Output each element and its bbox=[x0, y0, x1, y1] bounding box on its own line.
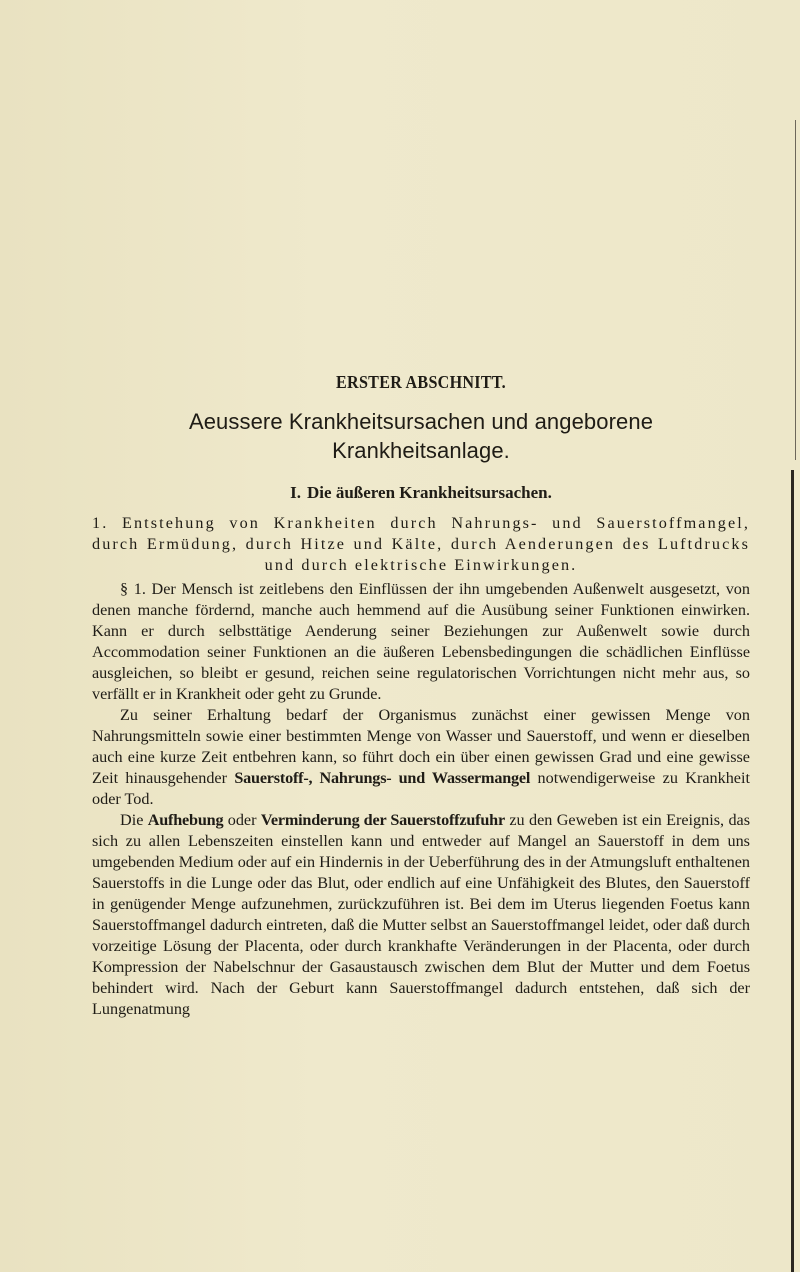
paragraph-2-emphasis: Sauerstoff-, Nahrungs- und Wassermangel bbox=[234, 769, 531, 787]
chapter-title-line-2: Krankheitsanlage. bbox=[332, 438, 510, 463]
paragraph-3-emphasis-2: Verminderung der Sauerstoffzufuhr bbox=[260, 811, 505, 829]
paragraph-3-text-b: zu den Geweben ist ein Ereignis, das sich zu allen Lebenszeiten einstellen kann und entweder auf Mangel an Sauerstoff in dem uns umgebenden Medium oder auf ein Hindernis in der Ueberführung des in der Atmungsluft enthaltenen Sauerstoffs in die Lunge oder das Blut, oder endlich auf eine Unfähigkeit des Blutes, den Sauerstoff in genügender Menge aufzunehmen, zurückzuführen ist. Bei dem im Uterus liegenden Foetus kann Sauerstoffmangel dadurch eintreten, daß die Mutter selbst an Sauerstoffmangel leidet, oder daß durch vorzeitige Lösung der Placenta, oder durch krankhafte Veränderungen in der Placenta, oder durch Kompression der Nabelschnur der Gasaustausch zwischen dem Blut der Mutter und dem Foetus behindert wird. Nach der Geburt kann Sauerstoffmangel dadurch entstehen, daß sich der Lungenatmung bbox=[92, 811, 751, 1018]
subsection-heading bbox=[92, 482, 750, 503]
section-title: ERSTER ABSCHNITT. bbox=[336, 372, 506, 392]
subsection-number: I. bbox=[290, 483, 302, 502]
chapter-title-line-1: Aeussere Krankheitsursachen und angeborene bbox=[188, 409, 654, 434]
paragraph-1: § 1. Der Mensch ist zeitlebens den Einflüssen der ihn umgebenden Außenwelt ausgesetzt, von denen manche fördernd, manche auch hemmend auf die Ausübung seiner Funktionen einwirken. Kann er durch selbsttätige Aenderung seiner Beziehungen zur Außenwelt sowie durch Accommodation seiner Funktionen an die äußeren Lebensbedingungen die schädlichen Einflüsse ausgleichen, so bleibt er gesund, reichen seine regulatorischen Vorrichtungen nicht mehr aus, so verfällt er in Krankheit oder geht zu Grunde. bbox=[92, 580, 750, 703]
page-text-block bbox=[92, 372, 750, 1020]
chapter-title bbox=[92, 407, 750, 465]
paragraph-2 bbox=[92, 705, 750, 810]
page-edge-line bbox=[791, 470, 794, 1272]
page-edge-shadow bbox=[795, 120, 796, 460]
paragraph-3-emphasis-1: Aufhebung bbox=[147, 811, 224, 829]
paragraph-3-text-mid: oder bbox=[223, 811, 261, 829]
paragraph-2-text-b: notwendigerweise zu Krankheit oder Tod. bbox=[92, 769, 750, 808]
subsection-title: Die äußeren Krankheitsursachen. bbox=[307, 483, 552, 502]
paragraph-3 bbox=[92, 810, 750, 1020]
paragraph-2-text-a: Zu seiner Erhaltung bedarf der Organismus zunächst einer gewissen Menge von Nahrungsmitteln sowie einer bestimmten Menge von Wasser und Sauerstoff, und wenn er dieselben auch eine kurze Zeit entbehren kann, so führt doch ein über einen gewissen Grad und eine gewisse Zeit hinausgehender bbox=[92, 706, 750, 787]
topic-heading: 1. Entstehung von Krankheiten durch Nahrungs- und Sauerstoffmangel, durch Ermüdung, durch Hitze und Kälte, durch Aenderungen des Luftdrucks und durch elektrische Einwirkungen. bbox=[92, 514, 750, 574]
paragraph-3-text-a: Die bbox=[120, 811, 148, 829]
